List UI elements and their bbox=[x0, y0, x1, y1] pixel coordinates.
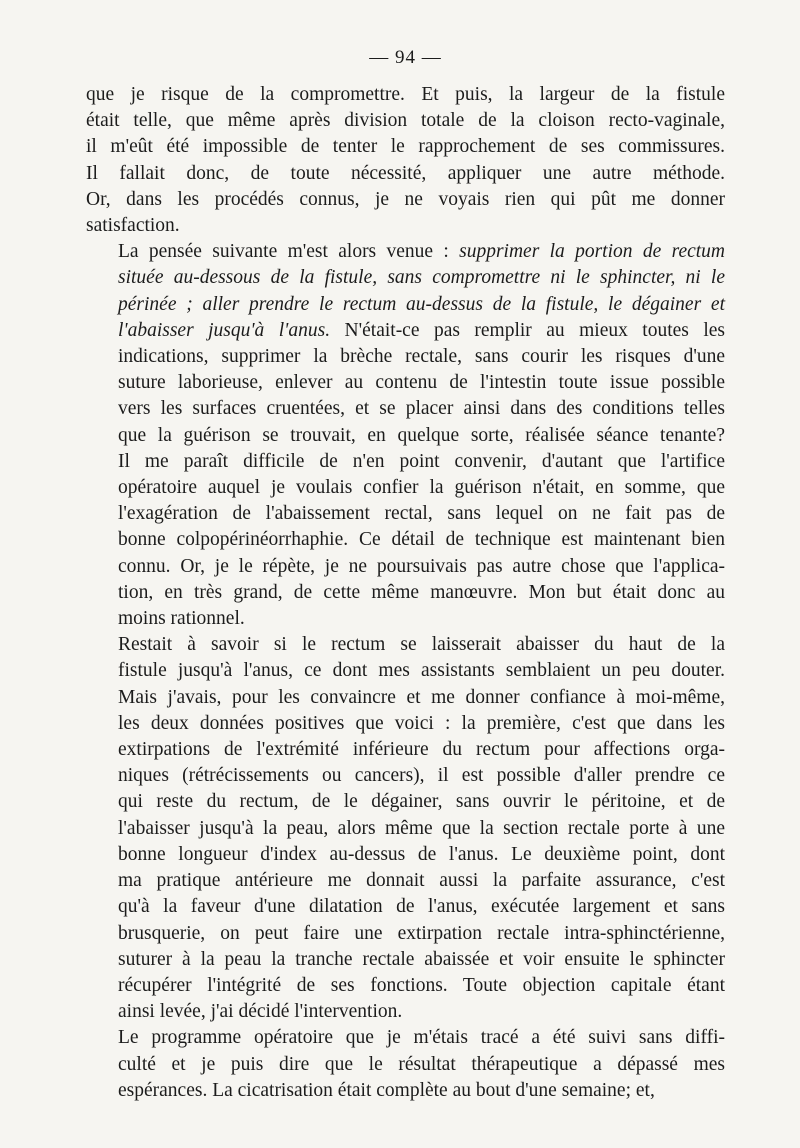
text-line: ainsi levée, j'ai décidé l'intervention. bbox=[118, 1001, 403, 1023]
text-line: La pensée suivante m'est alors venue : supprimer la portion de rectum bbox=[118, 241, 725, 263]
text-line: ma pratique antérieure me donnait aussi la parfaite assurance, c'est bbox=[118, 870, 725, 892]
text-line: l'abaisser jusqu'à la peau, alors même que la section rectale porte à une bbox=[118, 817, 725, 839]
text-line: indications, supprimer la brèche rectale, sans courir les risques d'une bbox=[118, 346, 725, 368]
paragraph bbox=[86, 632, 725, 1025]
text-line: était telle, que même après division totale de la cloison recto-vaginale, bbox=[86, 110, 725, 132]
text-line: Il fallait donc, de toute nécessité, appliquer une autre méthode. bbox=[86, 162, 725, 184]
text-line: située au-dessous de la fistule, sans compromettre ni le sphincter, ni le bbox=[118, 267, 725, 289]
text-line: l'exagération de l'abaissement rectal, sans lequel on ne fait pas de bbox=[118, 503, 725, 525]
paragraph bbox=[86, 1025, 725, 1104]
text-line: Le programme opératoire que je m'étais tracé a été suivi sans diffi- bbox=[118, 1027, 725, 1049]
text-line: Il me paraît difficile de n'en point convenir, d'autant que l'artifice bbox=[118, 450, 725, 472]
text-line: Restait à savoir si le rectum se laisserait abaisser du haut de la bbox=[118, 634, 725, 656]
text-line: niques (rétrécissements ou cancers), il est possible d'aller prendre ce bbox=[118, 765, 725, 787]
text-line: que la guérison se trouvait, en quelque sorte, réalisée séance tenante? bbox=[118, 424, 725, 446]
text-line: périnée ; aller prendre le rectum au-dessus de la fistule, le dégainer et bbox=[118, 293, 725, 315]
text-line: suture laborieuse, enlever au contenu de l'intestin toute issue possible bbox=[118, 372, 725, 394]
paragraph bbox=[86, 82, 725, 239]
text-line: qui reste du rectum, de le dégainer, sans ouvrir le péritoine, et de bbox=[118, 791, 725, 813]
text-line: suturer à la peau la tranche rectale abaissée et voir ensuite le sphincter bbox=[118, 948, 725, 970]
text-line: moins rationnel. bbox=[118, 608, 245, 630]
text-line: bonne longueur d'index au-dessus de l'anus. Le deuxième point, dont bbox=[118, 843, 725, 865]
body-text bbox=[86, 82, 725, 1104]
text-line: espérances. La cicatrisation était complète au bout d'une semaine; et, bbox=[118, 1079, 655, 1101]
text-line: tion, en très grand, de cette même manœuvre. Mon but était donc au bbox=[118, 581, 725, 603]
text-line: qu'à la faveur d'une dilatation de l'anus, exécutée largement et sans bbox=[118, 896, 725, 918]
text-line: connu. Or, je le répète, je ne poursuivais pas autre chose que l'applica- bbox=[118, 555, 725, 577]
page-number: — 94 — bbox=[369, 47, 442, 68]
text-line: satisfaction. bbox=[86, 215, 180, 237]
text-line: l'abaisser jusqu'à l'anus. N'était-ce pas remplir au mieux toutes les bbox=[118, 319, 725, 341]
text-line: brusquerie, on peut faire une extirpation rectale intra-sphinctérienne, bbox=[118, 922, 725, 944]
text-line: culté et je puis dire que le résultat thérapeutique a dépassé mes bbox=[118, 1053, 725, 1075]
text-line: Mais j'avais, pour les convaincre et me donner confiance à moi-même, bbox=[118, 686, 725, 708]
text-line: fistule jusqu'à l'anus, ce dont mes assistants semblaient un peu douter. bbox=[118, 660, 725, 682]
text-line: les deux données positives que voici : la première, c'est que dans les bbox=[118, 712, 725, 734]
text-line: récupérer l'intégrité de ses fonctions. Toute objection capitale étant bbox=[118, 974, 725, 996]
text-line: Or, dans les procédés connus, je ne voyais rien qui pût me donner bbox=[86, 188, 725, 210]
text-line: opératoire auquel je voulais confier la guérison n'était, en somme, que bbox=[118, 477, 725, 499]
text-line: que je risque de la compromettre. Et puis, la largeur de la fistule bbox=[86, 84, 725, 105]
text-line: bonne colpopérinéorrhaphie. Ce détail de technique est maintenant bien bbox=[118, 529, 725, 551]
text-line: il m'eût été impossible de tenter le rapprochement de ses commissures. bbox=[86, 136, 725, 158]
text-line: vers les surfaces cruentées, et se placer ainsi dans des conditions telles bbox=[118, 398, 725, 420]
paragraph bbox=[86, 239, 725, 632]
text-line: extirpations de l'extrémité inférieure du rectum pour affections orga- bbox=[118, 739, 725, 761]
